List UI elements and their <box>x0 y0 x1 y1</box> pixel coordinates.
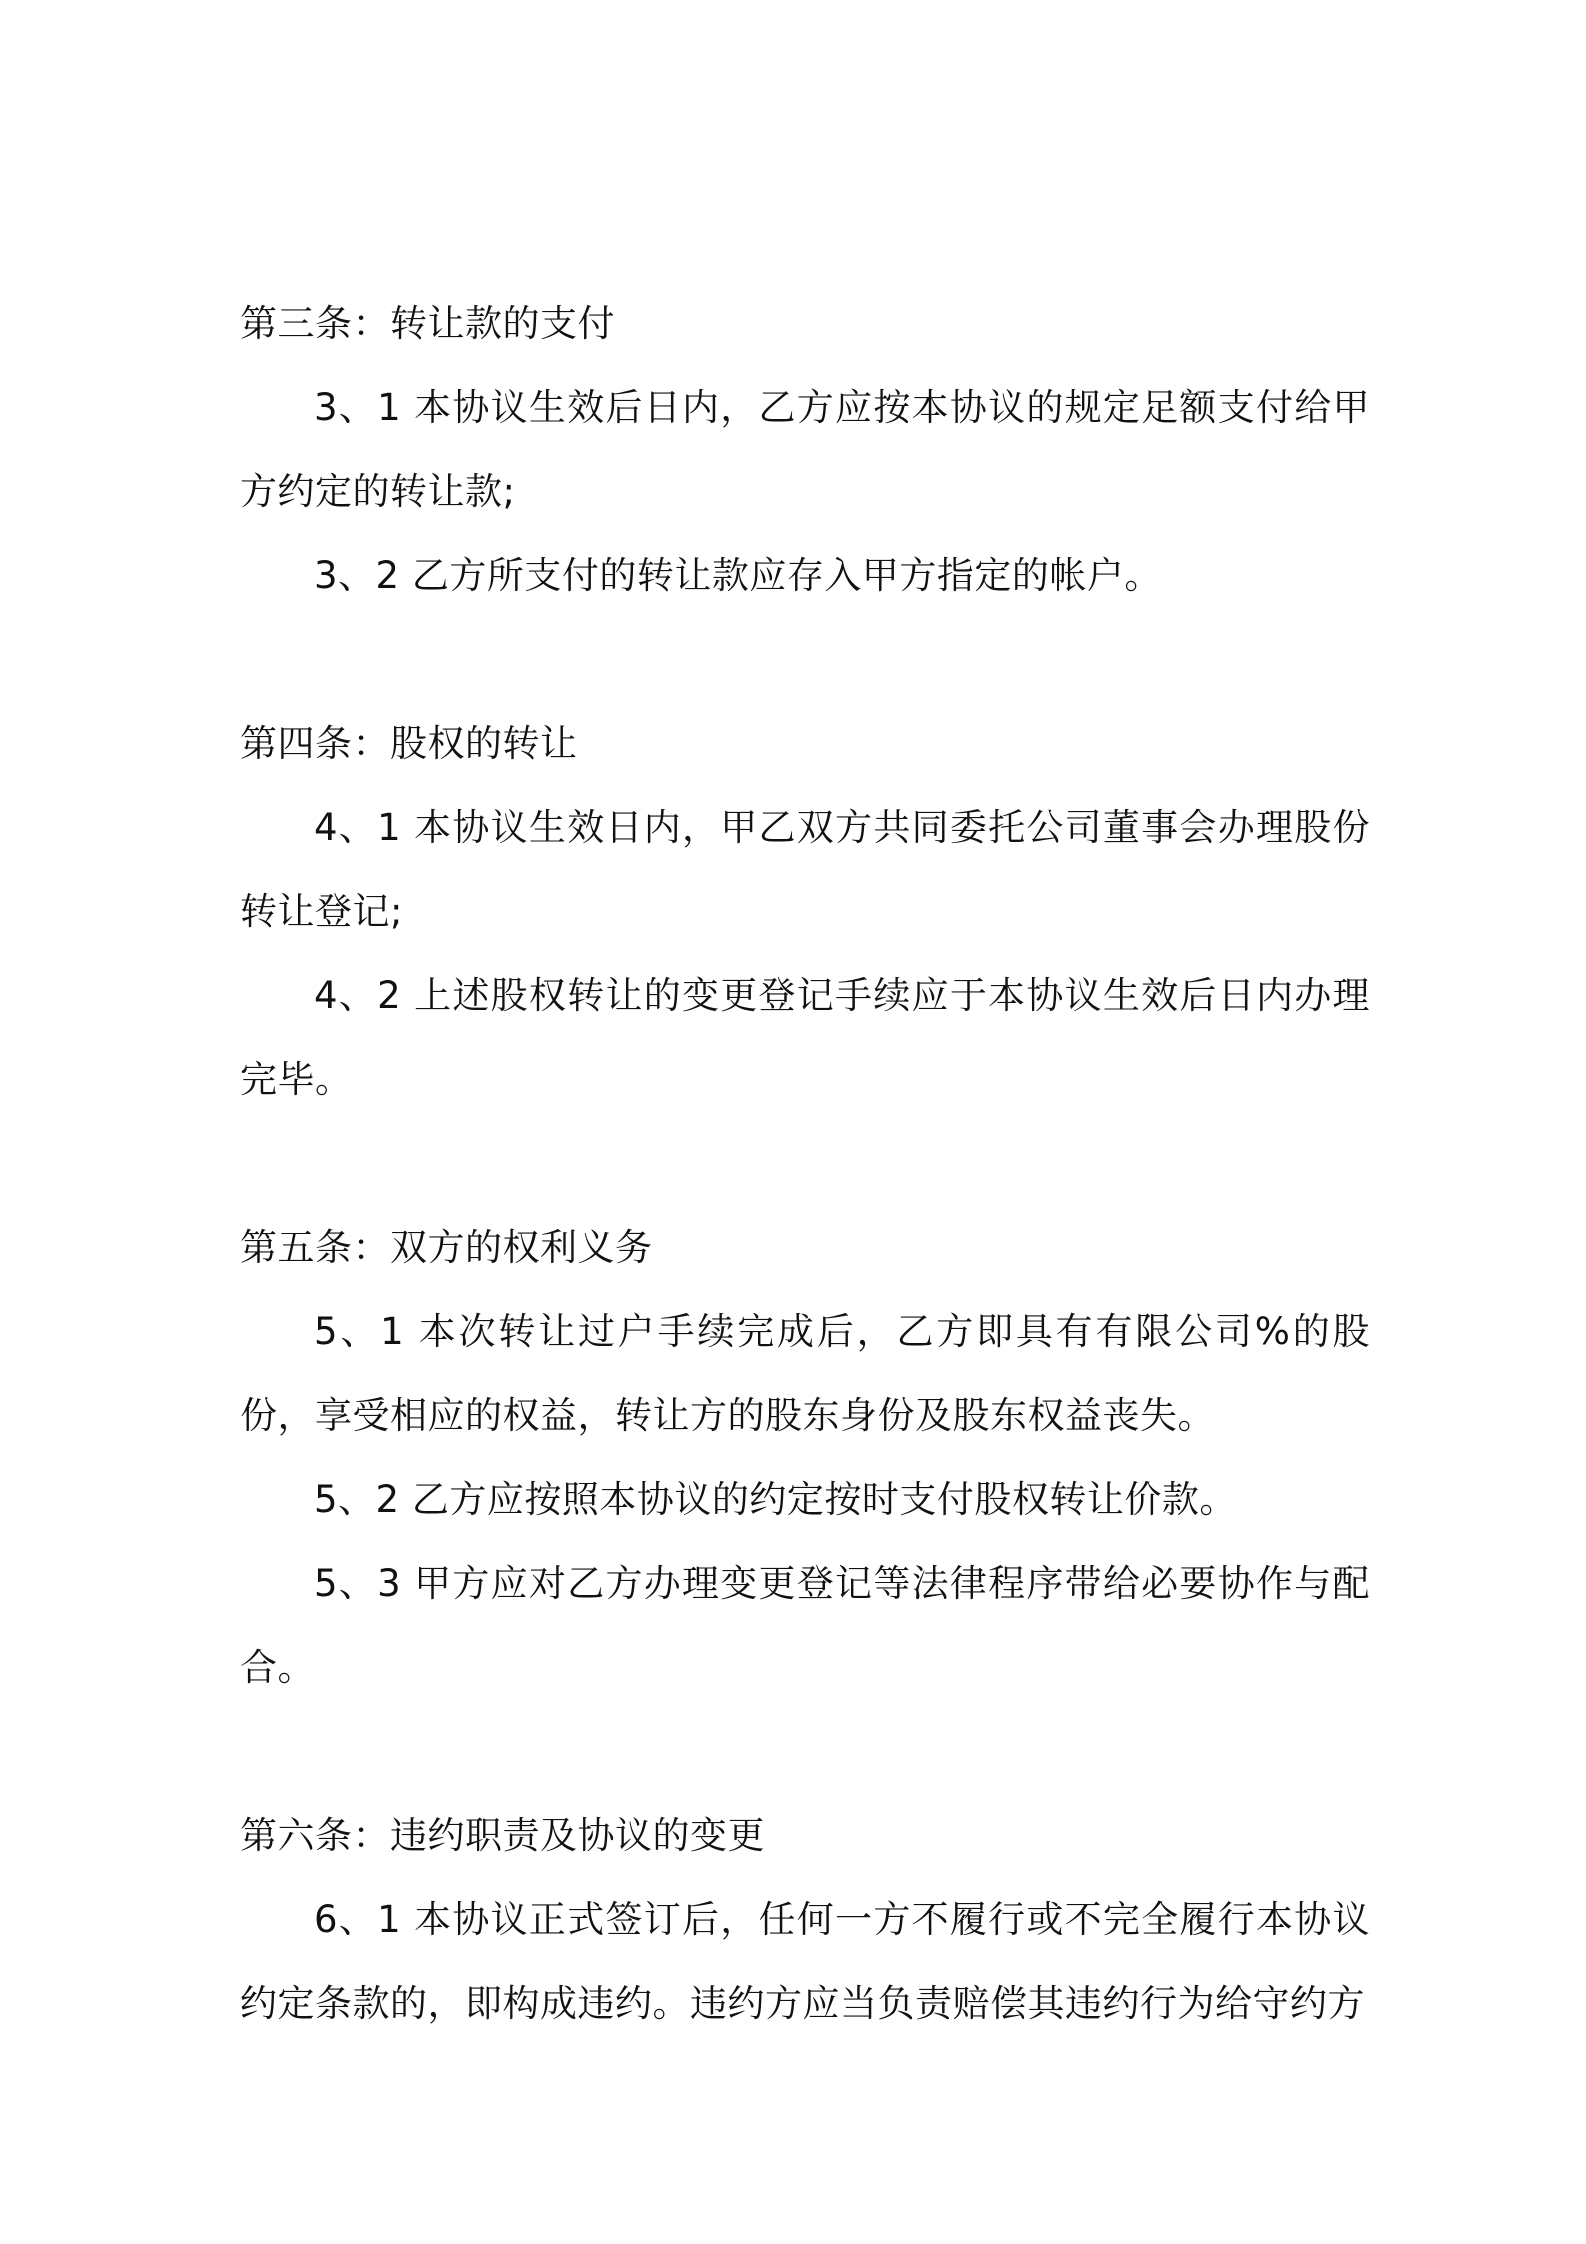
article-4 <box>240 702 1370 1122</box>
article-6 <box>240 1794 1370 2046</box>
article-heading: 第四条：股权的转让 <box>240 722 578 765</box>
clause-paragraph: 5、3 甲方应对乙方办理变更登记等法律程序带给必要协作与配合。 <box>240 1562 1370 1689</box>
clause-paragraph: 4、1 本协议生效日内，甲乙双方共同委托公司董事会办理股份转让登记; <box>240 806 1370 933</box>
article-3 <box>240 282 1370 618</box>
article-heading: 第三条：转让款的支付 <box>240 302 615 345</box>
document-body <box>240 282 1370 2046</box>
article-5 <box>240 1206 1370 1710</box>
clause-paragraph: 4、2 上述股权转让的变更登记手续应于本协议生效后日内办理完毕。 <box>240 974 1370 1101</box>
clause-paragraph: 3、1 本协议生效后日内，乙方应按本协议的规定足额支付给甲方约定的转让款; <box>240 386 1370 513</box>
article-heading: 第六条：违约职责及协议的变更 <box>240 1814 765 1857</box>
clause-paragraph: 6、1 本协议正式签订后，任何一方不履行或不完全履行本协议约定条款的，即构成违约。违约方应当负责赔偿其违约行为给守约方 <box>240 1898 1370 2025</box>
article-heading: 第五条：双方的权利义务 <box>240 1226 653 1269</box>
clause-paragraph: 3、2 乙方所支付的转让款应存入甲方指定的帐户。 <box>314 554 1162 597</box>
clause-paragraph: 5、1 本次转让过户手续完成后，乙方即具有有限公司%的股份，享受相应的权益，转让方的股东身份及股东权益丧失。 <box>240 1310 1370 1437</box>
clause-paragraph: 5、2 乙方应按照本协议的约定按时支付股权转让价款。 <box>314 1478 1237 1521</box>
